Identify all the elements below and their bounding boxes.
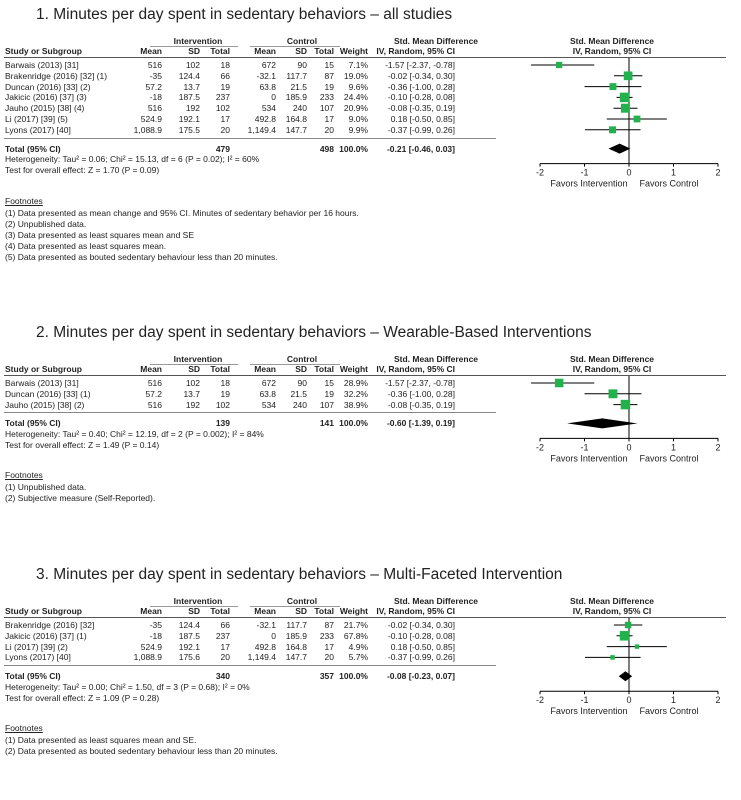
total-ci: -0.08 [-0.23, 0.07] [386,671,455,682]
summary-diamond [619,671,632,681]
i-mean-cell: 524.9 [140,641,162,652]
i-mean-cell: 57.2 [145,81,162,92]
c-sd-cell: 240 [292,399,307,410]
c-sd-cell: 21.5 [290,81,307,92]
c-mean-header: Mean [254,46,276,56]
c-sd-cell: 117.7 [286,70,307,81]
ci-cell: -1.57 [-2.37, -0.78] [385,378,455,388]
i-total-cell: 20 [220,124,230,135]
favors-control-label: Favors Control [639,453,699,464]
weight-cell: 4.9% [348,641,368,652]
x-tick-label: -2 [535,167,545,178]
c-total-cell: 233 [319,630,334,641]
x-tick-label: 1 [670,442,677,453]
overall-effect-text: Test for overall effect: Z = 1.70 (P = 0.09) [5,165,160,176]
smd-method-left: IV, Random, 95% CI [376,46,455,56]
x-tick-label: 2 [715,442,721,453]
c-total-header: Total [314,606,334,616]
c-total-cell: 19 [324,81,334,92]
smd-header-right: Std. Mean Difference [569,36,655,46]
favors-intervention-label: Favors Intervention [550,453,628,464]
x-tick-label: 0 [626,167,632,178]
weight-cell: 9.6% [348,81,368,92]
i-sd-cell: 192 [185,103,200,114]
i-total-cell: 237 [215,92,230,103]
ci-cell: -0.37 [-0.99, 0.26] [387,652,455,663]
study-square [621,400,631,410]
i-total-sum: 139 [215,418,230,429]
ci-cell: -0.36 [-1.00, 0.28] [387,81,455,92]
total-ci: -0.60 [-1.39, 0.19] [386,418,455,429]
ci-cell: 0.18 [-0.50, 0.85] [390,641,455,652]
i-mean-cell: 1,088.9 [133,652,162,663]
c-sd-cell: 164.8 [285,114,307,124]
c-sd-cell: 147.7 [285,124,307,135]
c-total-cell: 20 [324,652,334,663]
c-sd-cell: 164.8 [285,641,307,652]
weight-header: Weight [339,46,368,56]
i-total-cell: 17 [220,114,230,124]
i-total-cell: 18 [220,60,230,70]
ci-cell: 0.18 [-0.50, 0.85] [390,114,455,124]
i-total-cell: 237 [215,630,230,641]
i-sd-cell: 192.1 [178,114,200,124]
i-sd-cell: 175.6 [178,652,200,663]
favors-control-label: Favors Control [639,178,699,189]
study-name: Barwais (2013) [31] [5,60,79,70]
study-name: Lyons (2017) [40] [5,124,71,135]
study-square [610,655,615,660]
x-tick-label: -1 [580,442,589,453]
i-mean-cell: 524.9 [140,114,162,124]
i-total-header: Total [210,46,230,56]
footnote: (1) Unpublished data. [5,482,87,493]
c-total-sum: 357 [319,671,334,682]
intervention-header: Intervention [173,354,223,364]
study-square [621,104,630,113]
i-total-header: Total [210,606,230,616]
study-name: Jakicic (2016) [37] (1) [5,630,87,641]
i-mean-cell: -35 [149,620,162,630]
weight-cell: 32.2% [343,388,368,399]
i-sd-cell: 175.5 [178,124,200,135]
total-label: Total (95% CI) [5,143,61,154]
study-square [609,389,618,398]
i-mean-cell: 516 [147,60,162,70]
c-total-cell: 107 [319,103,334,114]
smd-header-left: Std. Mean Difference [393,354,479,364]
study-name: Lyons (2017) [40] [5,652,71,663]
ci-cell: -0.10 [-0.28, 0.08] [387,92,455,103]
intervention-header: Intervention [173,36,223,46]
c-mean-cell: 492.8 [254,641,276,652]
i-sd-cell: 124.4 [178,620,200,630]
study-square [635,644,639,648]
i-mean-cell: 1,088.9 [133,124,162,135]
i-mean-header: Mean [140,46,162,56]
study-header: Study or Subgroup [5,364,82,374]
i-mean-header: Mean [140,606,162,616]
i-total-cell: 18 [220,378,230,388]
i-sd-cell: 187.5 [178,630,200,641]
c-mean-cell: 672 [261,378,276,388]
forest-section-1 [0,0,741,262]
total-weight: 100.0% [339,143,368,154]
study-name: Duncan (2016) [33] (1) [5,388,91,399]
footnote: (2) Unpublished data. [5,218,87,229]
overall-effect-text: Test for overall effect: Z = 1.09 (P = 0.28) [5,692,160,703]
study-square [610,83,617,90]
c-mean-cell: 534 [261,399,276,410]
c-mean-cell: 0 [271,92,276,103]
study-name: Brakenridge (2016) [32] [5,620,95,630]
footnote: (3) Data presented as least squares mean and SE [5,229,194,240]
i-total-cell: 17 [220,641,230,652]
x-tick-label: 2 [715,695,721,706]
table-bottom-rule [4,412,496,413]
weight-cell: 38.9% [343,399,368,410]
i-sd-cell: 192 [185,399,200,410]
study-name: Brakenridge (2016) [32] (1) [5,70,108,81]
study-square [556,62,562,68]
i-sd-cell: 13.7 [183,81,200,92]
i-total-cell: 102 [215,399,230,410]
c-total-cell: 17 [324,114,334,124]
i-mean-cell: 516 [147,378,162,388]
study-header: Study or Subgroup [5,46,82,56]
study-square [634,116,641,123]
summary-diamond [567,418,637,428]
c-mean-cell: -32.1 [256,70,276,81]
c-total-cell: 17 [324,641,334,652]
c-sd-cell: 21.5 [290,388,307,399]
table-bottom-rule [4,665,496,666]
i-mean-cell: -18 [149,92,162,103]
intervention-header: Intervention [173,596,223,606]
c-total-cell: 20 [324,124,334,135]
x-tick-label: -1 [580,695,589,706]
c-total-header: Total [314,46,334,56]
x-tick-label: 1 [670,167,677,178]
i-total-sum: 479 [215,143,230,154]
x-tick-label: -2 [535,442,545,453]
ci-cell: -0.36 [-1.00, 0.28] [387,388,455,399]
c-total-cell: 87 [324,620,334,630]
i-sd-header: SD [188,46,200,56]
control-header: Control [286,36,318,46]
heterogeneity-text: Heterogeneity: Tau² = 0.06; Chi² = 15.13, df = 6 (P = 0.02); I² = 60% [5,154,260,165]
study-name: Duncan (2016) [33] (2) [5,81,91,92]
weight-header: Weight [339,606,368,616]
footnote: (2) Data presented as bouted sedentary behaviour less than 20 minutes. [5,746,278,757]
study-name: Li (2017) [39] (2) [5,641,68,652]
x-tick-label: 1 [670,695,677,706]
c-total-cell: 107 [319,399,334,410]
study-name: Li (2017) [39] (5) [5,114,68,124]
i-sd-cell: 124.4 [178,70,200,81]
study-name: Barwais (2013) [31] [5,378,79,388]
i-sd-header: SD [188,364,200,374]
plot-group [531,58,720,189]
plot-group [536,618,721,716]
i-mean-cell: -35 [149,70,162,81]
study-name: Jauho (2015) [38] (2) [5,399,85,410]
c-sd-header: SD [295,46,307,56]
control-header: Control [286,354,318,364]
weight-cell: 28.9% [343,378,368,388]
footnotes-title: Footnotes [5,470,43,481]
study-square [625,622,631,628]
weight-header: Weight [339,364,368,374]
x-tick-label: 2 [715,167,721,178]
forest-plot-3 [496,616,726,717]
smd-header-left: Std. Mean Difference [393,36,479,46]
footnote: (2) Subjective measure (Self-Reported). [5,493,156,504]
study-header: Study or Subgroup [5,606,82,616]
i-total-cell: 66 [220,620,230,630]
forest-section-3 [0,560,741,800]
control-header: Control [286,596,318,606]
smd-method-left: IV, Random, 95% CI [376,364,455,374]
weight-cell: 20.9% [343,103,368,114]
i-mean-header: Mean [140,364,162,374]
ci-cell: -0.08 [-0.35, 0.19] [387,103,455,114]
favors-control-label: Favors Control [639,706,699,717]
footnotes-title: Footnotes [5,723,43,734]
section-title: 2. Minutes per day spent in sedentary behaviors – Wearable-Based Interventions [36,324,592,341]
i-total-sum: 340 [215,671,230,682]
c-sd-header: SD [295,606,307,616]
c-sd-header: SD [295,364,307,374]
i-sd-cell: 102 [185,60,200,70]
c-mean-cell: 63.8 [259,388,276,399]
study-square [620,631,630,641]
summary-diamond [609,144,631,154]
total-label: Total (95% CI) [5,671,61,682]
footnote: (1) Data presented as least squares mean and SE. [5,735,197,746]
c-total-cell: 19 [324,388,334,399]
i-total-cell: 19 [220,81,230,92]
c-mean-cell: 63.8 [259,81,276,92]
ci-cell: -0.08 [-0.35, 0.19] [387,399,455,410]
ci-cell: -0.02 [-0.34, 0.30] [387,70,455,81]
c-mean-header: Mean [254,606,276,616]
heterogeneity-text: Heterogeneity: Tau² = 0.00; Chi² = 1.50, df = 3 (P = 0.68); I² = 0% [5,682,250,692]
c-sd-cell: 90 [297,378,307,388]
i-sd-cell: 13.7 [183,388,200,399]
weight-cell: 9.0% [348,114,368,124]
c-sd-cell: 147.7 [285,652,307,663]
favors-intervention-label: Favors Intervention [550,178,628,189]
c-sd-cell: 185.9 [285,630,307,641]
c-total-cell: 15 [324,378,334,388]
weight-cell: 7.1% [348,60,368,70]
weight-cell: 9.9% [348,124,368,135]
table-bottom-rule [4,138,496,139]
study-name: Jauho (2015) [38] (4) [5,103,85,114]
i-mean-cell: 516 [147,399,162,410]
section-title: 3. Minutes per day spent in sedentary behaviors – Multi-Faceted Intervention [36,566,563,583]
ci-cell: -0.10 [-0.28, 0.08] [387,630,455,641]
ci-cell: -0.02 [-0.34, 0.30] [387,620,455,630]
weight-cell: 67.8% [343,630,368,641]
i-total-cell: 66 [220,70,230,81]
weight-cell: 21.7% [343,620,368,630]
i-total-cell: 19 [220,388,230,399]
c-total-cell: 15 [324,60,334,70]
study-square [624,71,633,80]
c-mean-cell: 534 [261,103,276,114]
x-tick-label: 0 [626,442,632,453]
footnote: (4) Data presented as least squares mean. [5,240,167,251]
heterogeneity-text: Heterogeneity: Tau² = 0.40; Chi² = 12.19, df = 2 (P = 0.002); I² = 84% [5,429,264,440]
total-weight: 100.0% [339,671,368,682]
footnote: (1) Data presented as mean change and 95% CI. Minutes of sedentary behavior per 16 hours. [5,207,359,218]
total-weight: 100.0% [339,418,368,429]
i-total-cell: 20 [220,652,230,663]
c-mean-cell: 672 [261,60,276,70]
c-mean-cell: 1,149.4 [247,124,276,135]
c-total-cell: 87 [324,70,334,81]
c-mean-cell: -32.1 [256,620,276,630]
forest-section-2 [0,318,741,558]
footnote: (5) Data presented as bouted sedentary behaviour less than 20 minutes. [5,251,278,262]
overall-effect-text: Test for overall effect: Z = 1.49 (P = 0.14) [5,440,160,450]
smd-header-right: Std. Mean Difference [569,596,655,606]
i-mean-cell: 57.2 [145,388,162,399]
smd-method-right: IV, Random, 95% CI [572,364,652,374]
x-tick-label: 0 [626,695,632,706]
forest-plot-1 [496,56,726,189]
c-total-cell: 233 [319,92,334,103]
x-tick-label: -1 [580,167,589,178]
smd-header-right: Std. Mean Difference [569,354,655,364]
ci-cell: -1.57 [-2.37, -0.78] [385,60,455,70]
section-title: 1. Minutes per day spent in sedentary behaviors – all studies [36,6,453,23]
weight-cell: 19.0% [343,70,368,81]
c-mean-cell: 492.8 [254,114,276,124]
study-name: Jakicic (2016) [37] (3) [5,92,87,103]
i-mean-cell: -18 [149,630,162,641]
i-total-cell: 102 [215,103,230,114]
c-mean-cell: 1,149.4 [247,652,276,663]
footnotes-title: Footnotes [5,195,43,206]
c-total-sum: 498 [319,143,334,154]
c-sd-cell: 90 [297,60,307,70]
c-mean-header: Mean [254,364,276,374]
weight-cell: 5.7% [348,652,368,663]
weight-cell: 24.4% [343,92,368,103]
smd-method-right: IV, Random, 95% CI [572,606,652,616]
i-total-header: Total [210,364,230,374]
forest-plot-2 [496,374,726,464]
x-tick-label: -2 [535,695,545,706]
smd-header-left: Std. Mean Difference [393,596,479,606]
total-label: Total (95% CI) [5,418,61,429]
i-mean-cell: 516 [147,103,162,114]
i-sd-cell: 192.1 [178,641,200,652]
total-ci: -0.21 [-0.46, 0.03] [386,143,455,154]
smd-method-left: IV, Random, 95% CI [376,606,455,616]
c-total-sum: 141 [319,418,334,429]
favors-intervention-label: Favors Intervention [550,706,628,717]
c-sd-cell: 117.7 [286,620,307,630]
i-sd-cell: 187.5 [178,92,200,103]
c-sd-cell: 240 [292,103,307,114]
smd-method-right: IV, Random, 95% CI [572,46,652,56]
ci-cell: -0.37 [-0.99, 0.26] [387,124,455,135]
study-square [609,126,616,133]
i-sd-header: SD [188,606,200,616]
study-square [555,379,564,388]
study-square [620,93,630,103]
c-sd-cell: 185.9 [285,92,307,103]
c-total-header: Total [314,364,334,374]
plot-group [531,376,720,463]
c-mean-cell: 0 [271,630,276,641]
i-sd-cell: 102 [185,378,200,388]
